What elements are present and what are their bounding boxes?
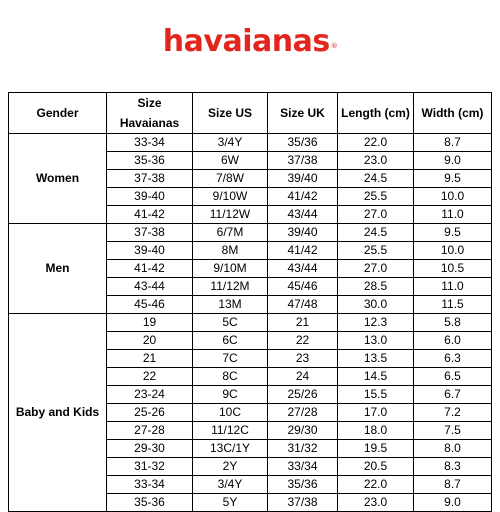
cell-length: 22.0: [338, 476, 414, 494]
cell-length: 27.0: [338, 260, 414, 278]
cell-width: 6.5: [414, 368, 492, 386]
cell-length: 15.5: [338, 386, 414, 404]
cell-size-havaianas: 25-26: [107, 404, 193, 422]
table-body: [9, 134, 492, 512]
cell-size-uk: 37/38: [268, 494, 338, 512]
cell-size-uk: 45/46: [268, 278, 338, 296]
cell-size-uk: 35/36: [268, 134, 338, 152]
cell-width: 8.7: [414, 134, 492, 152]
cell-size-havaianas: 31-32: [107, 458, 193, 476]
cell-length: 17.0: [338, 404, 414, 422]
cell-size-us: 8M: [193, 242, 268, 260]
column-header-size-uk: Size UK: [268, 93, 338, 134]
brand-name: havaianas: [162, 24, 330, 59]
cell-size-uk: 22: [268, 332, 338, 350]
registered-mark: ®: [330, 42, 338, 50]
cell-size-us: 3/4Y: [193, 476, 268, 494]
cell-width: 8.3: [414, 458, 492, 476]
cell-width: 7.5: [414, 422, 492, 440]
cell-size-havaianas: 27-28: [107, 422, 193, 440]
cell-size-havaianas: 45-46: [107, 296, 193, 314]
cell-size-havaianas: 39-40: [107, 242, 193, 260]
cell-width: 11.0: [414, 278, 492, 296]
cell-width: 7.2: [414, 404, 492, 422]
cell-size-us: 6C: [193, 332, 268, 350]
cell-width: 9.0: [414, 152, 492, 170]
cell-length: 22.0: [338, 134, 414, 152]
cell-length: 19.5: [338, 440, 414, 458]
cell-length: 27.0: [338, 206, 414, 224]
cell-size-us: 13C/1Y: [193, 440, 268, 458]
cell-size-havaianas: 37-38: [107, 224, 193, 242]
column-header-length: Length (cm): [338, 93, 414, 134]
cell-width: 9.5: [414, 170, 492, 188]
cell-size-uk: 31/32: [268, 440, 338, 458]
cell-size-uk: 23: [268, 350, 338, 368]
cell-length: 24.5: [338, 170, 414, 188]
cell-size-havaianas: 23-24: [107, 386, 193, 404]
column-header-size-us: Size US: [193, 93, 268, 134]
cell-size-uk: 47/48: [268, 296, 338, 314]
cell-length: 18.0: [338, 422, 414, 440]
cell-size-havaianas: 21: [107, 350, 193, 368]
cell-size-uk: 27/28: [268, 404, 338, 422]
cell-size-us: 9/10M: [193, 260, 268, 278]
cell-size-uk: 41/42: [268, 242, 338, 260]
cell-width: 10.0: [414, 188, 492, 206]
cell-size-uk: 37/38: [268, 152, 338, 170]
cell-size-us: 3/4Y: [193, 134, 268, 152]
cell-width: 5.8: [414, 314, 492, 332]
cell-size-havaianas: 19: [107, 314, 193, 332]
cell-size-havaianas: 41-42: [107, 260, 193, 278]
cell-size-uk: 43/44: [268, 206, 338, 224]
column-header-size-havaianas: Size Havaianas: [107, 93, 193, 134]
cell-size-uk: 39/40: [268, 224, 338, 242]
size-chart-table: [8, 92, 492, 512]
cell-size-us: 11/12C: [193, 422, 268, 440]
cell-size-uk: 33/34: [268, 458, 338, 476]
cell-size-us: 5Y: [193, 494, 268, 512]
cell-width: 9.0: [414, 494, 492, 512]
cell-length: 30.0: [338, 296, 414, 314]
cell-size-uk: 43/44: [268, 260, 338, 278]
cell-length: 23.0: [338, 152, 414, 170]
cell-size-havaianas: 20: [107, 332, 193, 350]
cell-size-havaianas: 43-44: [107, 278, 193, 296]
table-row: [9, 314, 492, 332]
cell-length: 13.5: [338, 350, 414, 368]
cell-size-uk: 35/36: [268, 476, 338, 494]
cell-size-havaianas: 35-36: [107, 494, 193, 512]
cell-length: 13.0: [338, 332, 414, 350]
cell-size-havaianas: 33-34: [107, 476, 193, 494]
cell-size-uk: 39/40: [268, 170, 338, 188]
cell-size-us: 10C: [193, 404, 268, 422]
cell-size-havaianas: 35-36: [107, 152, 193, 170]
cell-size-us: 9/10W: [193, 188, 268, 206]
cell-size-us: 6W: [193, 152, 268, 170]
gender-group-label: Women: [9, 134, 107, 224]
brand-logo: [0, 22, 500, 62]
column-header-gender: Gender: [9, 93, 107, 134]
cell-width: 6.3: [414, 350, 492, 368]
cell-size-uk: 24: [268, 368, 338, 386]
cell-length: 24.5: [338, 224, 414, 242]
cell-size-havaianas: 33-34: [107, 134, 193, 152]
cell-size-us: 8C: [193, 368, 268, 386]
cell-size-us: 11/12W: [193, 206, 268, 224]
table-row: [9, 224, 492, 242]
cell-length: 28.5: [338, 278, 414, 296]
header-row: [9, 93, 492, 134]
gender-group-label: Baby and Kids: [9, 314, 107, 512]
cell-length: 20.5: [338, 458, 414, 476]
cell-size-us: 13M: [193, 296, 268, 314]
cell-size-us: 11/12M: [193, 278, 268, 296]
column-header-width: Width (cm): [414, 93, 492, 134]
cell-width: 11.5: [414, 296, 492, 314]
cell-size-uk: 29/30: [268, 422, 338, 440]
cell-length: 14.5: [338, 368, 414, 386]
cell-width: 11.0: [414, 206, 492, 224]
cell-size-havaianas: 41-42: [107, 206, 193, 224]
cell-width: 8.0: [414, 440, 492, 458]
cell-size-us: 7C: [193, 350, 268, 368]
cell-size-havaianas: 29-30: [107, 440, 193, 458]
cell-width: 6.0: [414, 332, 492, 350]
cell-size-havaianas: 39-40: [107, 188, 193, 206]
cell-length: 25.5: [338, 242, 414, 260]
cell-size-havaianas: 37-38: [107, 170, 193, 188]
cell-width: 9.5: [414, 224, 492, 242]
cell-width: 8.7: [414, 476, 492, 494]
cell-size-us: 6/7M: [193, 224, 268, 242]
cell-width: 10.5: [414, 260, 492, 278]
cell-size-havaianas: 22: [107, 368, 193, 386]
cell-size-uk: 41/42: [268, 188, 338, 206]
cell-size-us: 2Y: [193, 458, 268, 476]
cell-size-us: 7/8W: [193, 170, 268, 188]
cell-size-uk: 25/26: [268, 386, 338, 404]
cell-width: 10.0: [414, 242, 492, 260]
cell-size-us: 9C: [193, 386, 268, 404]
cell-length: 25.5: [338, 188, 414, 206]
table-row: [9, 134, 492, 152]
gender-group-label: Men: [9, 224, 107, 314]
cell-size-us: 5C: [193, 314, 268, 332]
cell-width: 6.7: [414, 386, 492, 404]
table-header: [9, 93, 492, 134]
cell-size-uk: 21: [268, 314, 338, 332]
cell-length: 12.3: [338, 314, 414, 332]
cell-length: 23.0: [338, 494, 414, 512]
